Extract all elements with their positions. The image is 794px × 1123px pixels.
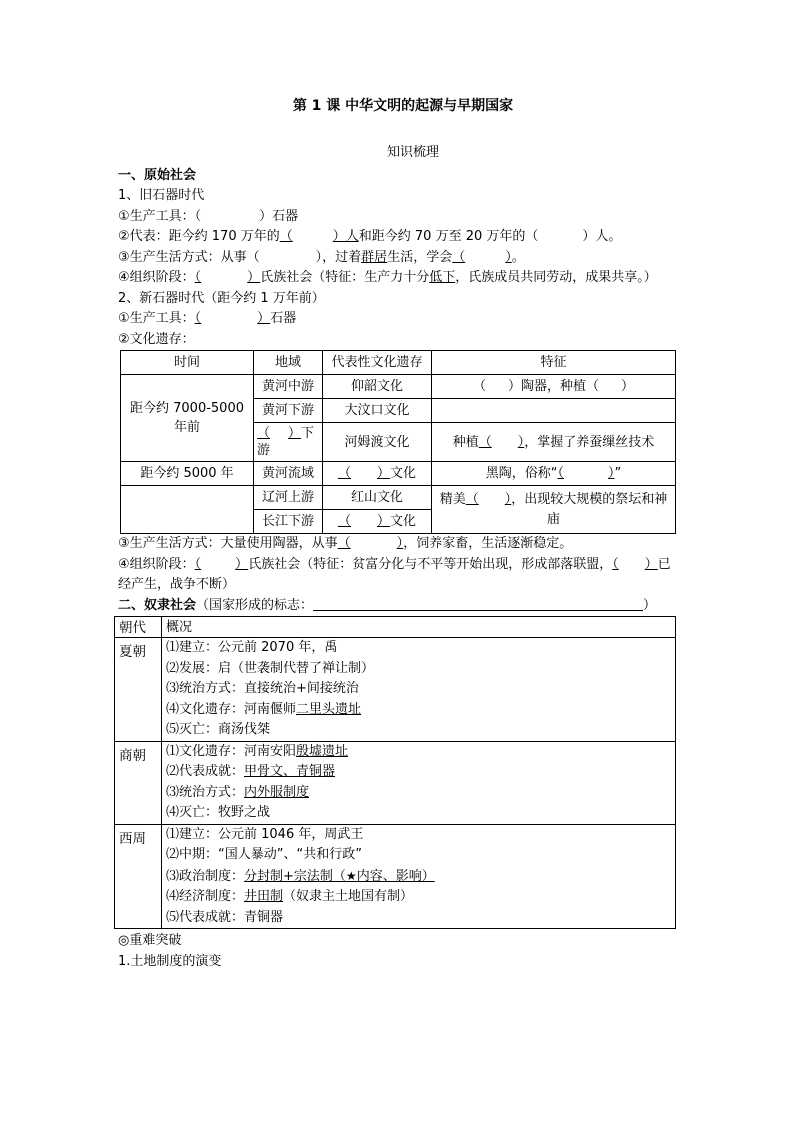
neo-relics-line: ②文化遗存： <box>118 331 195 347</box>
period-cell: 距今约 5000 年 <box>121 462 254 486</box>
header-feature: 特征 <box>432 351 676 375</box>
header-time: 时间 <box>121 351 254 375</box>
focus-item-1: 1.土地制度的演变 <box>118 953 222 969</box>
page-title: 第 1 课 中华文明的起源与早期国家 <box>292 98 514 114</box>
state-formation-blank[interactable] <box>313 596 643 611</box>
table-row: 西周 ⑴建立：公元前 1046 年，周武王 ⑵中期：“国人暴动”、“共和行政” ⑶政治制度：分封制+宗法制（★内容、影响） ⑷经济制度：井田制（奴隶主土地国有制） ⑸代表成就：青铜器 <box>115 824 676 929</box>
section-heading-slave: 二、奴隶社会 <box>118 597 197 613</box>
table-row: 黄河下游 大汶口文化 <box>121 399 676 423</box>
star-icon: ★ <box>345 868 357 883</box>
paleo-tools-line: ①生产工具：（ ）石器 <box>118 208 299 224</box>
neo-tools-line: ①生产工具：（ ）石器 <box>118 311 297 326</box>
table-header-row <box>121 351 676 375</box>
header-culture: 代表性文化遗存 <box>323 351 432 375</box>
table-row: 长江下游 （ ）文化 <box>121 510 676 534</box>
header-region: 地域 <box>254 351 323 375</box>
page-subtitle: 知识梳理 <box>386 145 439 160</box>
neo-lifestyle-line: ③生产生活方式：大量使用陶器，从事（ ），饲养家畜，生活逐渐稳定。 <box>118 536 573 551</box>
paleo-lifestyle-line: ③生产生活方式：从事（ ），过着群居生活，学会（ ）。 <box>118 249 525 265</box>
slave-society-heading-line: 二、奴隶社会（国家形成的标志： ） <box>118 597 657 613</box>
paleo-representative-line: ②代表：距今约 170 万年的（ ）人和距今约 70 万至 20 万年的（ ）人。 <box>118 229 622 244</box>
table-row: 距今约 7000-5000 年前 黄河中游 仰韶文化 （ ）陶器，种植（ ） <box>121 375 676 399</box>
dynasty-table <box>114 616 676 929</box>
period-cell: 距今约 7000-5000 年前 <box>121 375 254 462</box>
neolithic-culture-table <box>120 350 676 534</box>
neolithic-heading: 2、新石器时代（距今约 1 万年前） <box>118 290 325 306</box>
table-header-row: 朝代 概况 <box>115 617 676 638</box>
table-row: 商朝 ⑴文化遗存：河南安阳殷墟遗址 ⑵代表成就：甲骨文、青铜器 ⑶统治方式：内外服制度 ⑷灭亡：牧野之战 <box>115 741 676 824</box>
table-row: （ ）下游 河姆渡文化 种植（ ），掌握了养蚕缫丝技术 <box>121 423 676 462</box>
worksheet-page <box>118 95 678 972</box>
focus-heading: ◎重难突破 <box>118 933 182 948</box>
section-heading-primitive: 一、原始社会 <box>118 168 197 183</box>
table-row: 夏朝 ⑴建立：公元前 2070 年，禹 ⑵发展：启（世袭制代替了禅让制） ⑶统治方式：直接统治+间接统治 ⑷文化遗存：河南偃师二里头遗址 ⑸灭亡：商汤伐桀 <box>115 638 676 742</box>
paleo-organization-line: ④组织阶段：（ ）氏族社会（特征：生产力十分低下，氏族成员共同劳动，成果共享。） <box>118 270 657 285</box>
table-row: 辽河上游 红山文化 精美（ ），出现较大规模的祭坛和神庙 <box>121 486 676 510</box>
paleolithic-heading: 1、旧石器时代 <box>118 188 205 203</box>
neo-organization-line: ④组织阶段：（ ）氏族社会（特征：贫富分化与不平等开始出现，形成部落联盟，（ ）已经产生，战争不断） <box>118 556 671 592</box>
table-row: 距今约 5000 年 黄河流域 （ ）文化 黑陶，俗称“（ ）” <box>121 462 676 486</box>
